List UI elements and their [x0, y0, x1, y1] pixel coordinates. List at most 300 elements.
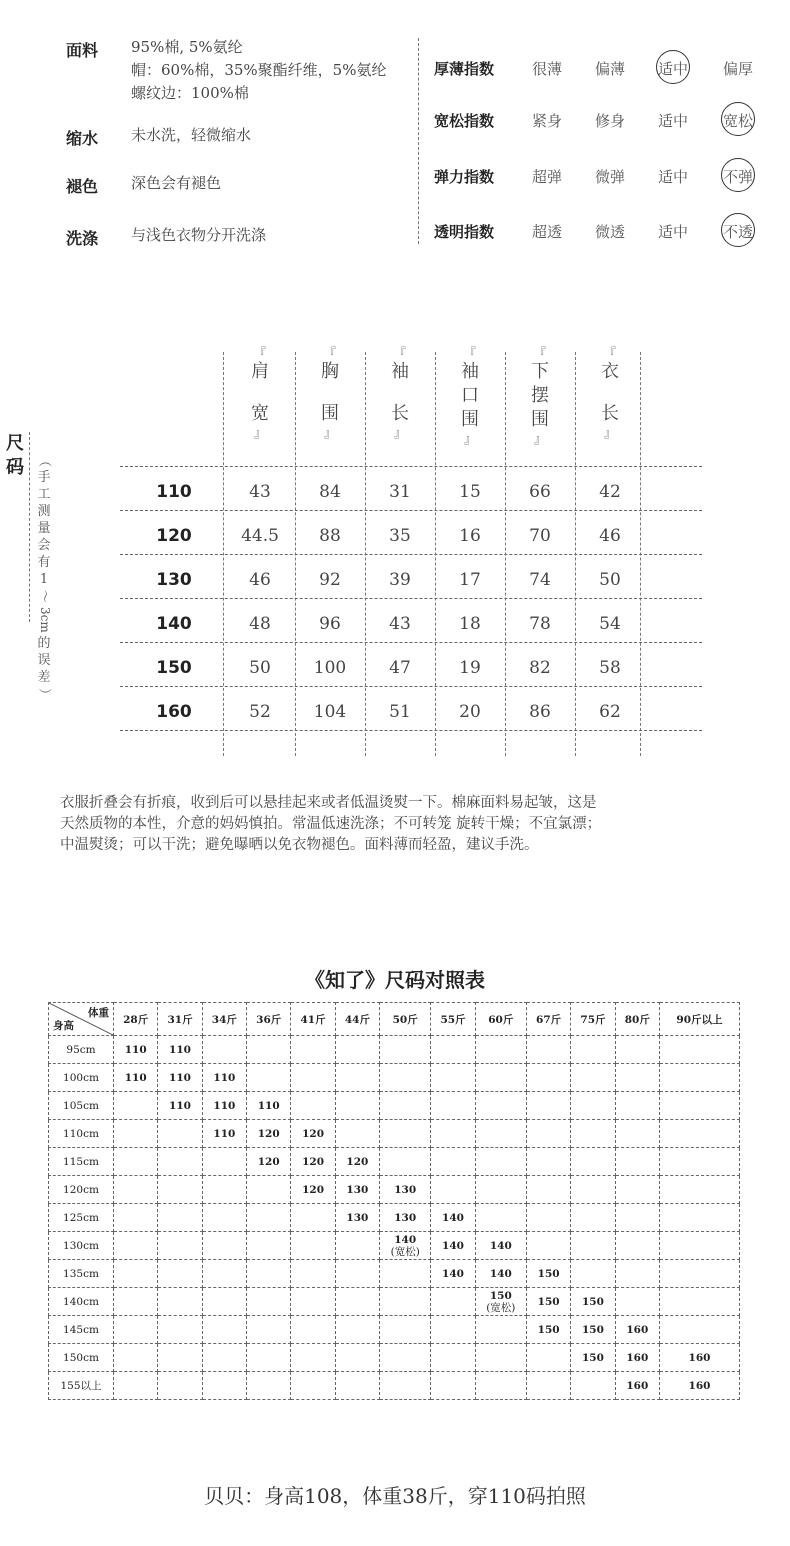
size-cell: 110	[114, 1036, 158, 1064]
size-cell	[291, 1092, 335, 1120]
index-option: 偏薄	[594, 60, 625, 78]
size-cell	[659, 1260, 739, 1288]
table-row	[49, 1316, 740, 1344]
table-row-divider	[120, 642, 702, 643]
note-char: 1	[39, 572, 49, 587]
size-cell: 120	[335, 1148, 379, 1176]
index-option-selected: 不弹	[722, 168, 753, 186]
size-cell	[380, 1316, 431, 1344]
size-label: 160	[156, 702, 192, 722]
size-cell	[431, 1036, 475, 1064]
size-cell	[335, 1316, 379, 1344]
size-cell: 110	[202, 1092, 246, 1120]
size-cell: 120	[247, 1148, 291, 1176]
size-cell: 160	[615, 1372, 659, 1400]
selection-circle-icon	[721, 213, 755, 247]
height-label: 145cm	[49, 1316, 114, 1344]
quote-mark: 』	[393, 426, 406, 440]
size-cell	[431, 1092, 475, 1120]
note-char: 有	[37, 555, 51, 570]
size-cell	[202, 1176, 246, 1204]
size-cell	[431, 1372, 475, 1400]
index-option-selected: 不透	[722, 223, 753, 241]
size-cell	[335, 1344, 379, 1372]
weight-header: 34斤	[202, 1003, 246, 1036]
size-cell	[202, 1316, 246, 1344]
note-char: 的	[37, 635, 51, 651]
weight-header: 67斤	[526, 1003, 570, 1036]
size-cell	[526, 1064, 570, 1092]
size-value: 96	[319, 614, 341, 634]
size-cell	[659, 1148, 739, 1176]
size-value: 51	[389, 702, 411, 722]
note-char: 差	[37, 669, 51, 685]
header-char: 长	[601, 403, 619, 424]
selection-circle-icon	[656, 50, 690, 84]
size-cell	[247, 1036, 291, 1064]
size-cell	[475, 1148, 526, 1176]
index-option: 超弹	[531, 168, 562, 186]
size-cell	[335, 1372, 379, 1400]
size-column-header	[590, 346, 630, 440]
size-cell	[380, 1092, 431, 1120]
size-cell	[526, 1036, 570, 1064]
size-cell	[247, 1316, 291, 1344]
note-char: 误	[37, 652, 51, 668]
height-label: 140cm	[49, 1288, 114, 1316]
size-value: 46	[249, 570, 271, 590]
height-label: 100cm	[49, 1064, 114, 1092]
fabric-value: 帽：60%棉，35%聚酯纤维，5%氨纶	[131, 61, 387, 79]
size-cell	[380, 1344, 431, 1372]
height-label: 130cm	[49, 1232, 114, 1260]
size-cell	[526, 1344, 570, 1372]
size-cell	[571, 1148, 615, 1176]
size-cell	[335, 1064, 379, 1092]
header-char: 袖	[391, 361, 409, 382]
size-cell	[475, 1064, 526, 1092]
size-cell	[659, 1316, 739, 1344]
size-value: 43	[249, 482, 271, 502]
index-label: 宽松指数	[434, 112, 495, 130]
size-cell	[475, 1120, 526, 1148]
size-cell	[158, 1176, 202, 1204]
size-cell	[615, 1064, 659, 1092]
size-cell	[291, 1288, 335, 1316]
header-char: 摆	[531, 385, 549, 406]
size-cell	[158, 1204, 202, 1232]
size-cell	[659, 1120, 739, 1148]
size-cell: 140	[431, 1260, 475, 1288]
size-cell	[380, 1064, 431, 1092]
fabric-value: 95%棉, 5%氨纶	[131, 38, 243, 56]
table-row-divider	[120, 466, 702, 467]
size-cell	[335, 1092, 379, 1120]
size-value: 20	[459, 702, 481, 722]
size-cell	[202, 1372, 246, 1400]
index-option: 偏厚	[722, 60, 753, 78]
size-cell: 110	[202, 1120, 246, 1148]
size-value: 104	[313, 702, 347, 722]
size-cell: 150	[571, 1344, 615, 1372]
side-divider	[29, 432, 30, 622]
header-char: 围	[461, 409, 479, 430]
size-column-header	[380, 346, 420, 440]
table-row	[49, 1064, 740, 1092]
size-cell: 130	[335, 1204, 379, 1232]
size-cell	[247, 1064, 291, 1092]
size-cell	[114, 1204, 158, 1232]
note-char: 3cm	[38, 607, 52, 633]
size-cell: 120	[247, 1120, 291, 1148]
size-cell: 140	[475, 1232, 526, 1260]
size-cell	[158, 1120, 202, 1148]
size-cell	[615, 1148, 659, 1176]
table-row-divider	[120, 554, 702, 555]
weight-header: 44斤	[335, 1003, 379, 1036]
size-value: 54	[599, 614, 621, 634]
size-value: 48	[249, 614, 271, 634]
quote-mark: 』	[463, 432, 476, 446]
size-cell	[475, 1288, 526, 1316]
size-cell: 120	[291, 1176, 335, 1204]
size-value: 88	[319, 526, 341, 546]
weight-header: 50斤	[380, 1003, 431, 1036]
note-char: 手	[37, 470, 51, 485]
size-cell	[659, 1204, 739, 1232]
size-value: 31	[389, 482, 411, 502]
note-char: ～	[36, 589, 52, 603]
index-option-selected: 适中	[657, 60, 688, 78]
height-label: 115cm	[49, 1148, 114, 1176]
size-cell	[158, 1260, 202, 1288]
index-label: 弹力指数	[434, 168, 495, 186]
size-cell	[291, 1316, 335, 1344]
size-value: 46	[599, 526, 621, 546]
header-char: 围	[321, 403, 339, 424]
size-label: 110	[156, 482, 192, 502]
size-cell	[291, 1372, 335, 1400]
size-cell	[291, 1344, 335, 1372]
size-cell	[247, 1232, 291, 1260]
size-cell	[202, 1344, 246, 1372]
chart-corner-cell	[49, 1003, 114, 1036]
table-row	[49, 1036, 740, 1064]
fabric-value: 深色会有褪色	[131, 174, 222, 192]
size-value: 15	[459, 482, 481, 502]
header-char: 口	[461, 385, 479, 406]
size-cell	[659, 1036, 739, 1064]
size-label: 130	[156, 570, 192, 590]
size-cell	[335, 1260, 379, 1288]
size-cell	[247, 1176, 291, 1204]
weight-header: 41斤	[291, 1003, 335, 1036]
size-cell: 130	[380, 1204, 431, 1232]
size-cell	[475, 1092, 526, 1120]
corner-weight-label: 体重	[88, 1007, 109, 1019]
size-cell: 160	[659, 1344, 739, 1372]
size-cell	[202, 1148, 246, 1176]
table-row	[49, 1204, 740, 1232]
size-value: 84	[319, 482, 341, 502]
size-label: 150	[156, 658, 192, 678]
table-row-divider	[120, 686, 702, 687]
info-divider	[418, 38, 419, 244]
quote-mark: 『	[393, 346, 406, 360]
table-row-divider	[120, 598, 702, 599]
size-cell	[158, 1316, 202, 1344]
height-label: 95cm	[49, 1036, 114, 1064]
size-cell	[380, 1232, 431, 1260]
size-value: 42	[599, 482, 621, 502]
size-cell	[335, 1288, 379, 1316]
size-cell: 140	[431, 1232, 475, 1260]
care-note-line: 天然质物的本性，介意的妈妈慎拍。常温低速洗涤；不可转笼 旋转干燥；不宜氯漂；	[60, 816, 602, 832]
index-label: 透明指数	[434, 223, 495, 241]
size-cell	[526, 1232, 570, 1260]
size-cell	[475, 1204, 526, 1232]
size-cell	[615, 1204, 659, 1232]
size-cell: 110	[247, 1092, 291, 1120]
size-cell	[114, 1344, 158, 1372]
model-note: 贝贝：身高108，体重38斤，穿110码拍照	[204, 1484, 586, 1508]
size-cell: 130	[335, 1176, 379, 1204]
header-char: 长	[391, 403, 409, 424]
size-cell	[114, 1092, 158, 1120]
size-cell	[571, 1372, 615, 1400]
note-char: ）	[36, 687, 52, 701]
size-cell	[571, 1204, 615, 1232]
quote-mark: 』	[533, 432, 546, 446]
table-row	[49, 1092, 740, 1120]
height-label: 150cm	[49, 1344, 114, 1372]
size-side-title: 尺码	[6, 433, 24, 478]
index-option-selected: 宽松	[722, 112, 753, 130]
size-cell	[571, 1064, 615, 1092]
size-value: 66	[529, 482, 551, 502]
size-value: 74	[529, 570, 551, 590]
size-column-header	[450, 346, 490, 446]
size-cell	[202, 1232, 246, 1260]
size-cell	[431, 1288, 475, 1316]
size-cell	[615, 1036, 659, 1064]
size-cell	[615, 1092, 659, 1120]
table-row	[49, 1148, 740, 1176]
table-row-divider	[120, 510, 702, 511]
size-cell: 160	[659, 1372, 739, 1400]
header-char: 袖	[461, 361, 479, 382]
size-cell	[291, 1204, 335, 1232]
fabric-value: 未水洗，轻微缩水	[131, 126, 252, 144]
size-cell	[659, 1064, 739, 1092]
size-cell	[202, 1204, 246, 1232]
size-chart-table	[48, 1002, 740, 1400]
size-cell: 150	[571, 1288, 615, 1316]
note-char: 量	[37, 521, 51, 536]
size-cell	[526, 1204, 570, 1232]
fabric-label: 洗涤	[66, 229, 99, 248]
size-cell: 140	[475, 1260, 526, 1288]
size-cell	[431, 1120, 475, 1148]
height-label: 120cm	[49, 1176, 114, 1204]
size-cell	[431, 1316, 475, 1344]
index-option: 紧身	[531, 112, 562, 130]
table-row	[49, 1372, 740, 1400]
size-cell	[380, 1372, 431, 1400]
table-row-divider	[120, 730, 702, 731]
size-value: 19	[459, 658, 481, 678]
quote-mark: 『	[323, 346, 336, 360]
size-value: 92	[319, 570, 341, 590]
size-cell	[380, 1260, 431, 1288]
quote-mark: 』	[603, 426, 616, 440]
size-cell	[571, 1120, 615, 1148]
size-cell	[380, 1036, 431, 1064]
size-cell	[158, 1344, 202, 1372]
index-option: 微透	[594, 223, 625, 241]
corner-height-label: 身高	[53, 1020, 74, 1032]
size-cell	[571, 1036, 615, 1064]
height-label: 155以上	[49, 1372, 114, 1400]
height-label: 135cm	[49, 1260, 114, 1288]
size-cell-value: 150	[489, 1289, 512, 1302]
size-value: 82	[529, 658, 551, 678]
size-cell	[615, 1288, 659, 1316]
header-char: 衣	[601, 361, 619, 382]
size-value: 52	[249, 702, 271, 722]
quote-mark: 』	[323, 426, 336, 440]
size-value: 16	[459, 526, 481, 546]
size-column-header	[520, 346, 560, 446]
size-cell	[475, 1176, 526, 1204]
fabric-label: 面料	[66, 41, 99, 60]
size-cell	[659, 1176, 739, 1204]
size-cell	[114, 1288, 158, 1316]
size-cell: 140	[431, 1204, 475, 1232]
size-cell	[380, 1148, 431, 1176]
index-option: 适中	[657, 168, 688, 186]
size-cell	[571, 1092, 615, 1120]
size-value: 43	[389, 614, 411, 634]
size-cell	[526, 1120, 570, 1148]
size-cell	[431, 1176, 475, 1204]
note-char: 会	[37, 538, 51, 553]
header-char: 下	[531, 361, 549, 382]
weight-header: 75斤	[571, 1003, 615, 1036]
size-cell-note: (宽松)	[390, 1245, 420, 1258]
header-char: 围	[531, 409, 549, 430]
weight-header: 90斤以上	[659, 1003, 739, 1036]
table-row	[49, 1288, 740, 1316]
weight-header: 80斤	[615, 1003, 659, 1036]
note-char: （	[36, 453, 52, 467]
height-label: 105cm	[49, 1092, 114, 1120]
size-value: 50	[249, 658, 271, 678]
size-cell: 120	[291, 1120, 335, 1148]
size-cell: 110	[158, 1092, 202, 1120]
size-cell	[202, 1288, 246, 1316]
size-cell	[615, 1260, 659, 1288]
weight-header: 31斤	[158, 1003, 202, 1036]
size-cell: 150	[526, 1260, 570, 1288]
size-value: 47	[389, 658, 411, 678]
care-note-line: 中温熨烫；可以干洗；避免曝晒以免衣物褪色。面料薄而轻盈，建议手洗。	[60, 837, 539, 853]
size-cell: 120	[291, 1148, 335, 1176]
size-column-header	[240, 346, 280, 440]
size-value: 62	[599, 702, 621, 722]
size-value: 86	[529, 702, 551, 722]
size-value: 39	[389, 570, 411, 590]
fabric-value: 与浅色衣物分开洗涤	[131, 226, 267, 244]
note-char: 工	[37, 487, 51, 502]
quote-mark: 『	[463, 346, 476, 360]
index-option: 很薄	[531, 60, 562, 78]
size-cell	[158, 1372, 202, 1400]
size-cell: 130	[380, 1176, 431, 1204]
size-cell: 110	[202, 1064, 246, 1092]
size-column-header	[310, 346, 350, 440]
size-cell	[526, 1176, 570, 1204]
care-note-line: 衣服折叠会有折痕，收到后可以悬挂起来或者低温烫熨一下。棉麻面料易起皱，这是	[60, 795, 597, 811]
size-cell	[202, 1036, 246, 1064]
size-value: 78	[529, 614, 551, 634]
size-cell	[659, 1288, 739, 1316]
size-cell	[659, 1092, 739, 1120]
size-cell	[475, 1036, 526, 1064]
size-cell	[431, 1344, 475, 1372]
index-option: 微弹	[594, 168, 625, 186]
measurement-note	[36, 452, 52, 703]
size-label: 120	[156, 526, 192, 546]
size-value: 44.5	[241, 526, 279, 546]
size-cell: 150	[571, 1316, 615, 1344]
index-option: 适中	[657, 223, 688, 241]
table-row	[49, 1260, 740, 1288]
fabric-label: 缩水	[66, 129, 99, 148]
size-cell: 110	[158, 1036, 202, 1064]
size-cell	[247, 1372, 291, 1400]
weight-header: 28斤	[114, 1003, 158, 1036]
size-cell	[114, 1176, 158, 1204]
size-cell	[291, 1232, 335, 1260]
size-cell: 150	[526, 1316, 570, 1344]
size-cell	[247, 1344, 291, 1372]
size-cell: 150	[526, 1288, 570, 1316]
size-cell	[380, 1120, 431, 1148]
size-cell	[291, 1260, 335, 1288]
size-value: 58	[599, 658, 621, 678]
size-cell	[114, 1232, 158, 1260]
quote-mark: 』	[253, 426, 266, 440]
size-cell	[571, 1260, 615, 1288]
index-option: 超透	[531, 223, 562, 241]
size-cell	[114, 1316, 158, 1344]
size-cell	[247, 1260, 291, 1288]
size-cell-note: (宽松)	[486, 1301, 516, 1314]
size-cell	[291, 1036, 335, 1064]
size-cell	[114, 1260, 158, 1288]
fabric-value: 螺纹边：100%棉	[131, 84, 249, 102]
table-row	[49, 1120, 740, 1148]
size-value: 17	[459, 570, 481, 590]
size-cell	[158, 1232, 202, 1260]
index-option: 适中	[657, 112, 688, 130]
size-cell	[571, 1176, 615, 1204]
table-row	[49, 1176, 740, 1204]
table-row	[49, 1232, 740, 1260]
size-cell	[615, 1120, 659, 1148]
size-cell	[335, 1036, 379, 1064]
